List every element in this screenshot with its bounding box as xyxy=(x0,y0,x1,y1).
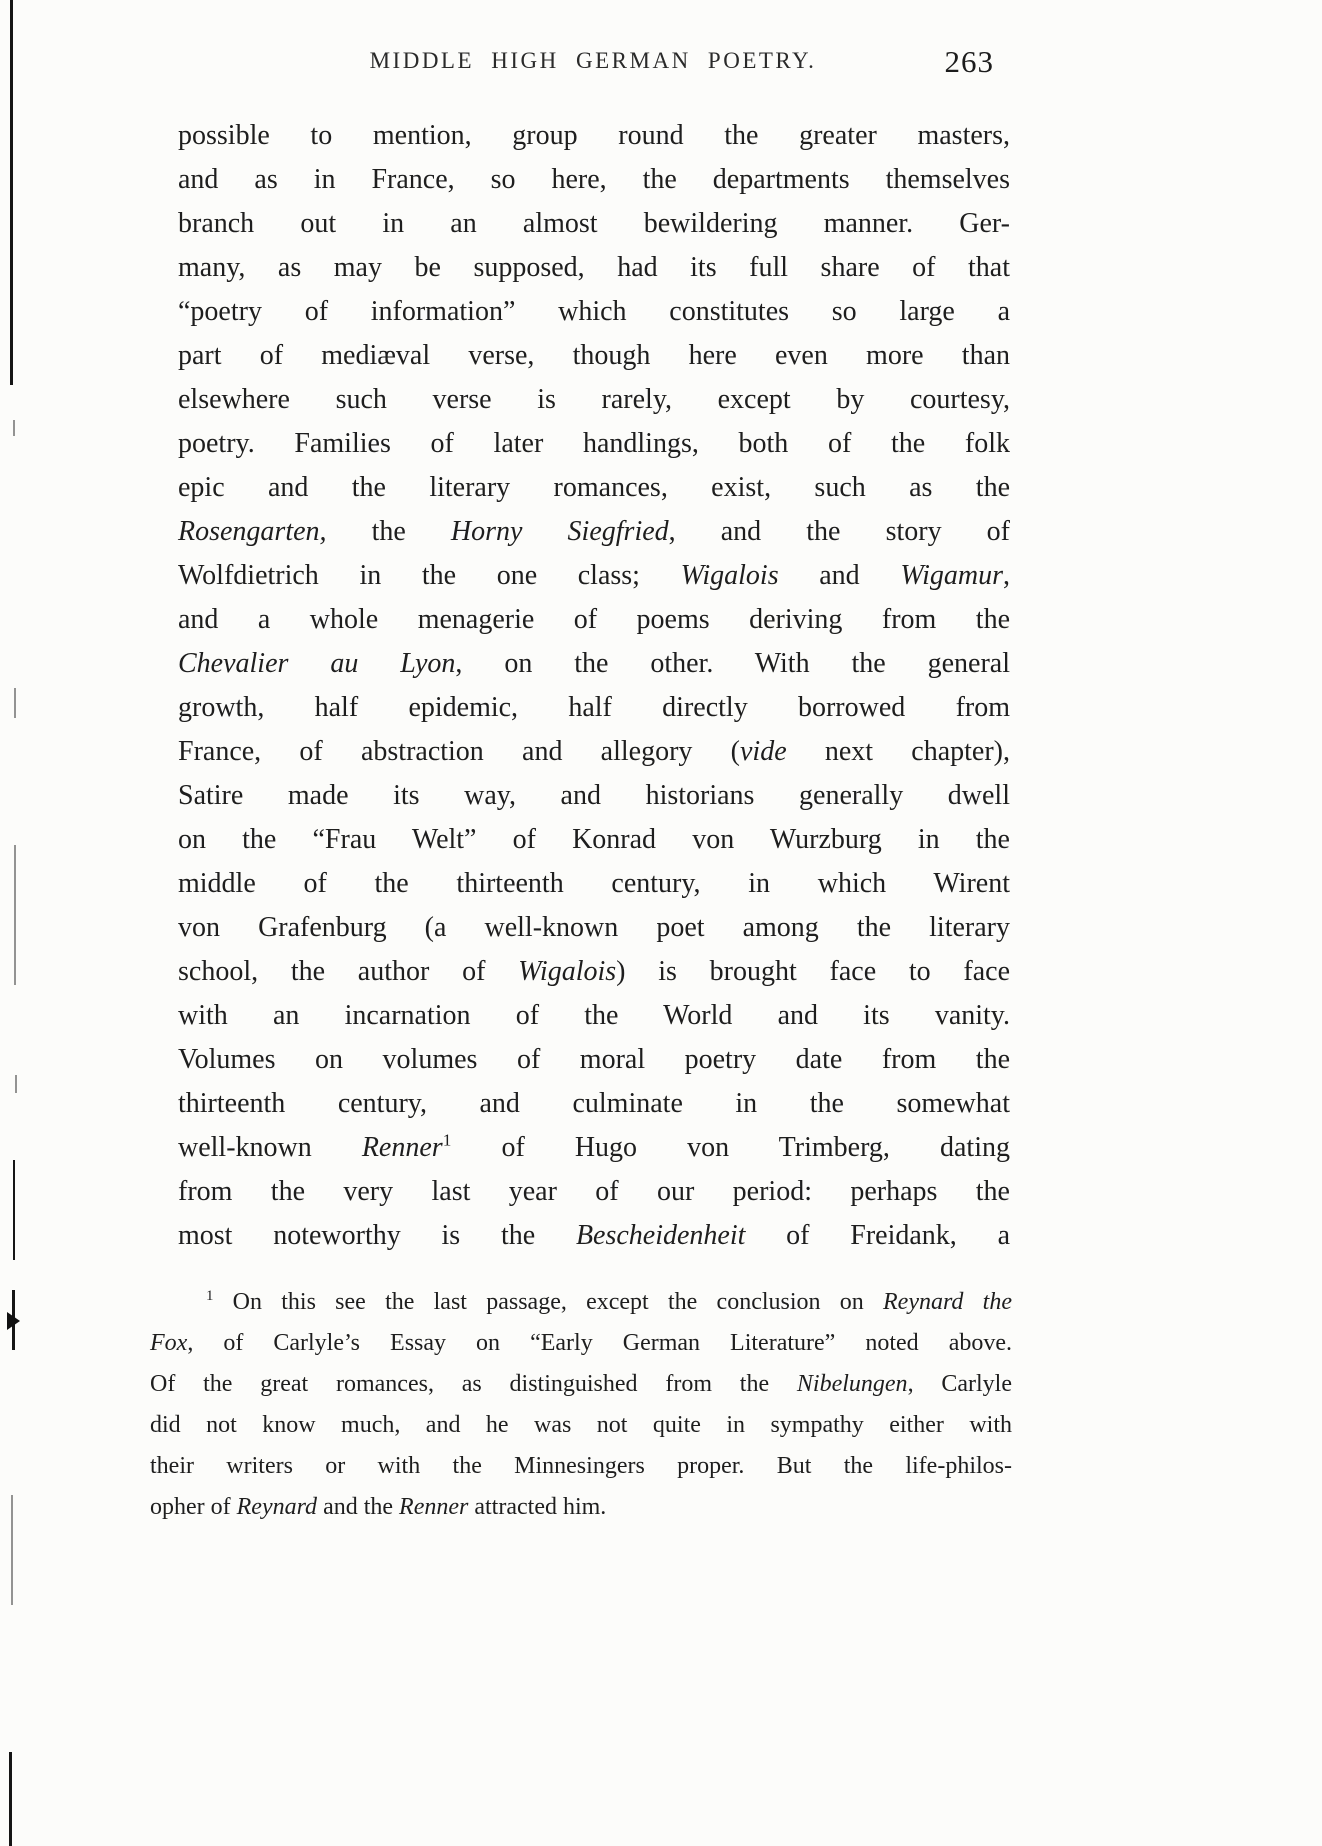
running-header-title: MIDDLE HIGH GERMAN POETRY. xyxy=(369,48,817,73)
text-line xyxy=(178,554,1010,598)
text-run: , and the story of xyxy=(668,516,1010,547)
scan-artifact-line xyxy=(10,0,13,385)
text-line xyxy=(150,1405,1012,1446)
text-run: Renner xyxy=(361,1132,443,1163)
text-run: Renner xyxy=(399,1494,469,1520)
text-line xyxy=(178,774,1010,818)
scan-artifact-line xyxy=(9,1752,12,1846)
text-run: epic and the literary romances, exist, such as the xyxy=(178,472,1010,503)
text-run: “poetry of information” which constitutes so large a xyxy=(178,296,1010,327)
text-line xyxy=(178,158,1010,202)
text-run: of Freidank, a xyxy=(745,1220,1010,1251)
text-line xyxy=(178,950,1010,994)
text-run: vide xyxy=(739,736,787,767)
text-run: Wigalois xyxy=(518,956,617,987)
text-run: Satire made its way, and historians generally dwell xyxy=(178,780,1010,811)
text-line xyxy=(178,1170,1010,1214)
text-line xyxy=(178,1038,1010,1082)
text-run: Wigalois xyxy=(680,560,779,591)
text-run: , xyxy=(1003,560,1010,591)
text-run: many, as may be supposed, had its full share of that xyxy=(178,252,1010,283)
text-line xyxy=(150,1323,1012,1364)
text-run: , Carlyle xyxy=(907,1371,1012,1397)
scan-artifact-line xyxy=(15,1075,17,1093)
text-run: , on the other. With the general xyxy=(455,648,1010,679)
text-run: Horny Siegfried xyxy=(450,516,669,547)
text-line xyxy=(178,1082,1010,1126)
text-run: well-known xyxy=(178,1132,362,1163)
text-line xyxy=(178,510,1010,554)
text-line xyxy=(178,378,1010,422)
text-run: from the very last year of our period: perhaps the xyxy=(178,1176,1010,1207)
scan-artifact-arrow xyxy=(7,1312,20,1330)
footnote-reference: 1 xyxy=(442,1130,452,1150)
text-run: Nibelungen xyxy=(796,1371,908,1397)
text-run: did not know much, and he was not quite in sympathy either with xyxy=(150,1412,1012,1438)
text-run: part of mediæval verse, though here even more than xyxy=(178,340,1010,371)
text-line xyxy=(178,290,1010,334)
text-run: ) is brought face to face xyxy=(616,956,1010,987)
text-run: with an incarnation of the World and its vanity. xyxy=(178,1000,1010,1031)
text-run: school, the author of xyxy=(178,956,519,987)
text-line xyxy=(178,1126,1010,1170)
text-line xyxy=(178,598,1010,642)
text-run: opher of xyxy=(150,1494,237,1520)
text-run: possible to mention, group round the greater masters, xyxy=(178,120,1010,151)
text-line xyxy=(150,1282,1012,1323)
text-run: and xyxy=(778,560,901,591)
text-line xyxy=(178,642,1010,686)
text-line xyxy=(150,1487,1012,1528)
footnote-text xyxy=(150,1282,1012,1528)
text-run: , of Carlyle’s Essay on “Early German Literature” noted above. xyxy=(187,1330,1012,1356)
text-run: middle of the thirteenth century, in which Wirent xyxy=(178,868,1010,899)
text-run: Of the great romances, as distinguished from the xyxy=(150,1371,797,1397)
text-run: on the “Frau Welt” of Konrad von Wurzburg in the xyxy=(178,824,1010,855)
text-line xyxy=(178,730,1010,774)
text-run: Bescheidenheit xyxy=(575,1220,746,1251)
text-line xyxy=(178,422,1010,466)
text-run: von Grafenburg (a well-known poet among the literary xyxy=(178,912,1010,943)
text-line xyxy=(178,334,1010,378)
footnote-reference: 1 xyxy=(206,1288,214,1304)
running-header xyxy=(178,44,1008,88)
scan-artifact-line xyxy=(14,688,16,718)
text-run: Wigamur xyxy=(900,560,1003,591)
text-line xyxy=(178,114,1010,158)
text-run: Chevalier au Lyon xyxy=(178,648,456,679)
text-line xyxy=(150,1446,1012,1487)
text-run: branch out in an almost bewildering manner. Ger- xyxy=(178,208,1010,239)
text-line xyxy=(178,906,1010,950)
text-run: attracted him. xyxy=(468,1494,607,1520)
text-line xyxy=(178,466,1010,510)
text-run: of Hugo von Trimberg, dating xyxy=(451,1132,1010,1163)
text-line xyxy=(150,1364,1012,1405)
text-run: most noteworthy is the xyxy=(178,1220,576,1251)
text-line xyxy=(178,686,1010,730)
text-line xyxy=(178,862,1010,906)
scan-artifact-line xyxy=(13,420,15,436)
text-run: On this see the last passage, except the conclusion on xyxy=(213,1289,884,1315)
body-text xyxy=(178,114,1010,1258)
text-line xyxy=(178,994,1010,1038)
text-run: next chapter), xyxy=(786,736,1010,767)
text-line xyxy=(178,1214,1010,1258)
text-run: thirteenth century, and culminate in the somewhat xyxy=(178,1088,1010,1119)
text-line xyxy=(178,246,1010,290)
scan-artifact-line xyxy=(11,1495,13,1605)
text-run: Reynard xyxy=(236,1494,318,1520)
text-run: Wolfdietrich in the one class; xyxy=(178,560,681,591)
text-run: growth, half epidemic, half directly borrowed from xyxy=(178,692,1010,723)
text-run: poetry. Families of later handlings, both of the folk xyxy=(178,428,1010,459)
text-run: and the xyxy=(317,1494,400,1520)
page-number: 263 xyxy=(944,44,994,79)
text-line xyxy=(178,202,1010,246)
text-run: and a whole menagerie of poems deriving from the xyxy=(178,604,1010,635)
scan-artifact-line xyxy=(13,1160,15,1260)
text-run: Rosengarten, xyxy=(178,516,327,547)
text-run: the xyxy=(326,516,451,547)
text-run: and as in France, so here, the departments themselves xyxy=(178,164,1010,195)
text-run: elsewhere such verse is rarely, except by courtesy, xyxy=(178,384,1010,415)
text-run: their writers or with the Minnesingers proper. But the life-philos- xyxy=(150,1453,1012,1479)
text-run: Reynard the xyxy=(883,1289,1012,1315)
text-run: Fox xyxy=(150,1330,188,1356)
text-run: Volumes on volumes of moral poetry date from the xyxy=(178,1044,1010,1075)
text-line xyxy=(178,818,1010,862)
scan-artifact-line xyxy=(14,845,16,985)
text-run: France, of abstraction and allegory ( xyxy=(178,736,740,767)
